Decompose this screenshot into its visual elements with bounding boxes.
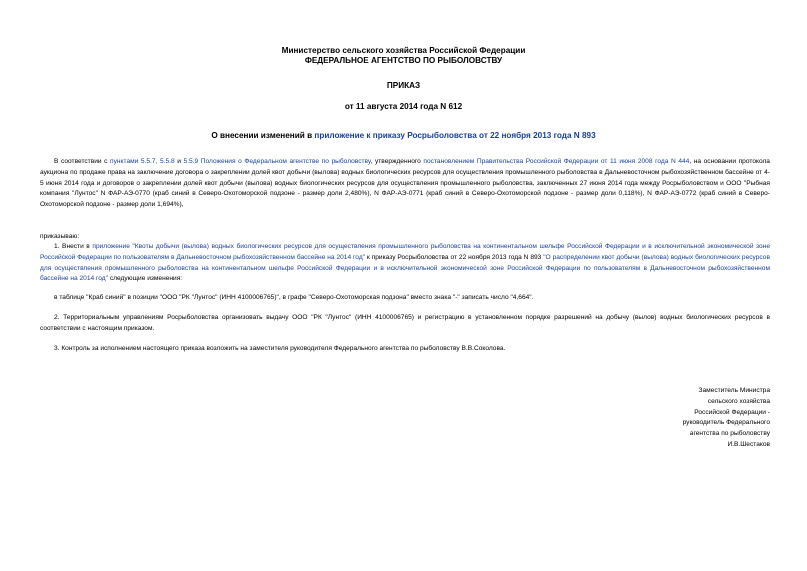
order-word: приказываю:	[40, 233, 80, 240]
preamble-text-2: и	[174, 158, 184, 165]
ministry-name: Министерство сельского хозяйства Российской Федерации	[281, 46, 526, 55]
signature-line-4: руководитель Федерального	[682, 419, 770, 427]
item-1-subitem: в таблице "Краб синий" в позиции "ООО "РК "Лунтос" (ИНН 4100006765)", в графе "Северо-Охотоморская подзона" вместо знака "-" записать число "4,664".	[54, 294, 534, 301]
item1-text-3: следующие изменения:	[108, 275, 183, 283]
signature-line-5: агентства по рыболовству	[689, 430, 770, 438]
item-2-paragraph	[40, 313, 770, 335]
item1-link-2[interactable]: "О распределении квот добычи (вылова) водных биологических ресурсов для осуществления промышленного рыболовства на континентальном шельфе Российской Федерации и в исключительной экономической зоне Российской Федерации по пользователям в Дальневосточном рыбохозяйственном бассейне на 2014 год"	[40, 253, 770, 283]
document-date-number: от 11 августа 2014 года N 612	[344, 102, 463, 111]
signature-line-1: Заместитель Министра	[698, 387, 770, 394]
preamble-text-1: В соответствии с	[54, 158, 111, 165]
agency-name: ФЕДЕРАЛЬНОЕ АГЕНТСТВО ПО РЫБОЛОВСТВУ	[304, 56, 503, 65]
item-3-paragraph: 3. Контроль за исполнением настоящего приказа возложить на заместителя руководителя Федерального агентства по рыболовству В.В.Соколова.	[54, 345, 506, 352]
signature-block	[683, 386, 770, 451]
signature-line-3: Российской Федерации -	[694, 408, 770, 416]
item2-text: 2. Территориальным управлениям Росрыболовства организовать выдачу ООО "РК "Лунтос" (ИНН 4100006765) и регистрацию в установленном порядке разрешений на добычу (вылов) водных биологических ресурсов в соответствии с настоящим приказом.	[40, 314, 770, 332]
preamble-text-4: , на основании протокола аукциона по продаже права на заключение договора о закреплении долей квот добычи (вылова) водных биологических ресурсов для осуществления промышленного рыболовства в Дальневосточном рыбохозяйственном бассейне от 4-5 июня 2014 года и договоров о закреплении долей квот добычи (вылова) водных биологических ресурсов для осуществления промышленного рыболовства, заключенных 27 июня 2014 года между Росрыболовством и ООО "Рыбная компания "Лунтос" N ФАР-АЭ-0770 (краб синий в Северо-Охотоморской подзоне - размер доли 2,480%), N ФАР-АЭ-0771 (краб синий в Северо-Охотоморской подзоне - размер доли 0,118%), N ФАР-АЭ-0772 (краб синий в Северо-Охотоморской подзоне - размер доли 1,694%),	[40, 158, 770, 209]
item1-link-1[interactable]: приложение "Квоты добычи (вылова) водных биологических ресурсов для осуществления промышленного рыболовства на континентальном шельфе Российской Федерации и в исключительной экономической зоне Российской Федерации по пользователям в Дальневосточном рыбохозяйственном бассейне на 2014 год"	[40, 243, 770, 261]
signature-name: И.В.Шестаков	[727, 440, 770, 448]
preamble-link-2[interactable]: 5.5.9 Положения о Федеральном агентстве по рыболовству	[183, 158, 371, 165]
item1-text-1: 1. Внести в	[54, 243, 93, 250]
item1-text-2: к приказу Росрыболовства от 22 ноября 2013 года N 893	[365, 253, 544, 261]
title-link[interactable]: приложение к приказу Росрыболовства от 22 ноября 2013 года N 893	[314, 131, 596, 140]
preamble-text-3: , утвержденного	[370, 158, 424, 165]
item-1-paragraph	[40, 242, 770, 285]
document-title	[0, 131, 807, 141]
preamble-link-3[interactable]: постановлением Правительства Российской Федерации от 11 июня 2008 года N 444	[423, 158, 690, 165]
title-prefix: О внесении изменений в	[211, 131, 315, 140]
document-type: ПРИКАЗ	[386, 81, 421, 90]
signature-line-2: сельского хозяйства	[707, 397, 770, 405]
preamble-link-1[interactable]: пунктами 5.5.7, 5.5.8	[110, 158, 175, 165]
preamble-paragraph	[40, 157, 770, 211]
